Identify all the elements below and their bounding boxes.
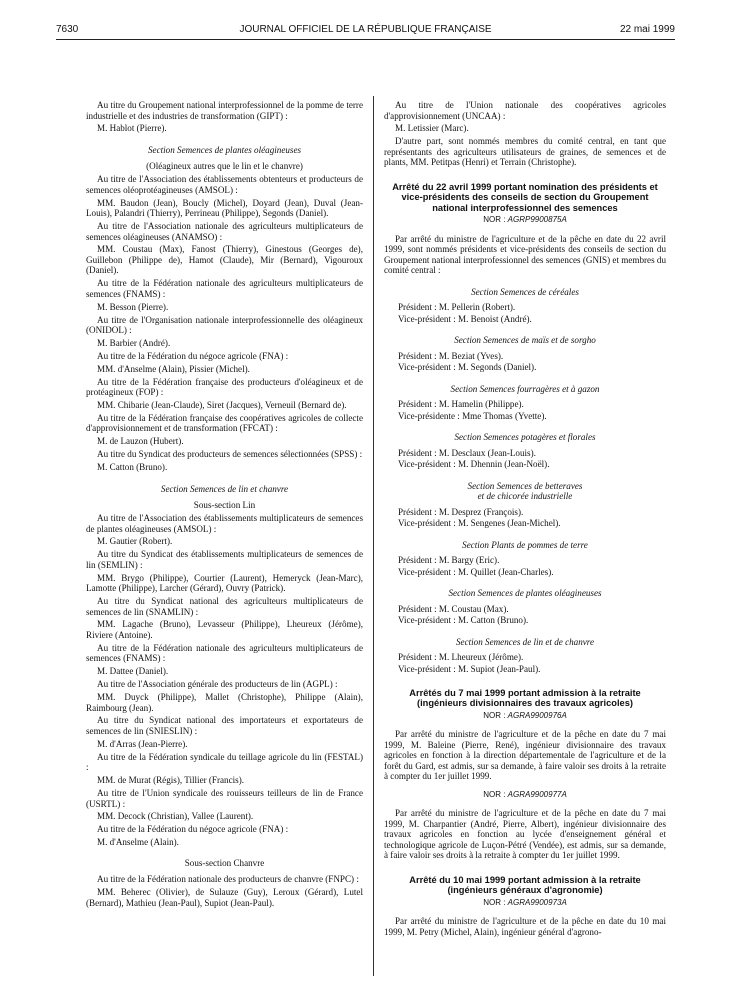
section-heading: Section Semences de lin et de chanvre	[455, 636, 595, 647]
section-heading-continued: et de chicorée industrielle	[477, 491, 573, 501]
paragraph: Au titre de l'Association des établissements obtenteurs et producteurs de semences oléoprotéagineuses (AMSOL) :	[86, 174, 363, 195]
nor-reference: NOR : AGRA9900973A	[483, 897, 567, 907]
paragraph: Au titre de l'Association des établissements multiplicateurs de semences de plantes oléagineuses (AMSOL) :	[86, 513, 363, 534]
paragraph: Au titre de la Fédération nationale des producteurs de chanvre (FNPC) :	[97, 874, 359, 885]
paragraph: Au titre de la Fédération du négoce agricole (FNA) :	[97, 824, 289, 835]
vice-president-line: Vice-président : M. Catton (Bruno).	[398, 615, 529, 625]
section-heading: Section Semences de céréales	[471, 286, 579, 297]
paragraph: MM. Chibarie (Jean-Claude), Siret (Jacques), Verneuil (Bernard de).	[97, 400, 347, 411]
section-heading: Section Semences de betteraves	[467, 480, 583, 491]
section-heading: Section Semences potagères et florales	[454, 432, 596, 442]
president-line: Président : M. Lheureux (Jérôme).	[398, 652, 524, 662]
section-heading: Section Semences de plantes oléagineuses	[147, 144, 302, 155]
column-divider	[373, 96, 374, 976]
paragraph: MM. Duyck (Philippe), Mallet (Christophe), Philippe (Alain), Raimbourg (Jean).	[86, 692, 363, 713]
paragraph: MM. Baudon (Jean), Boucly (Michel), Doyard (Jean), Duval (Jean-Louis), Palandri (Thierry), Perrineau (Philippe), Segonds (Daniel).	[86, 197, 363, 219]
paragraph: M. Letissier (Marc).	[395, 123, 469, 134]
paragraph: Au titre de l'Union syndicale des rouisseurs teilleurs de lin de France (USRTL) :	[86, 788, 363, 809]
issue-date: 22 mai 1999	[619, 24, 675, 35]
page-header	[56, 24, 675, 40]
vice-president-line: Vice-président : M. Quillet (Jean-Charles).	[398, 566, 554, 577]
right-column	[384, 100, 666, 940]
president-line: Président : M. Desprez (François).	[398, 506, 524, 517]
paragraph: Par arrêté du ministre de l'agriculture et de la pêche en date du 7 mai 1999, M. Charpantier (André, Pierre, Albert), ingénieur divisionnaire des travaux agricoles en fonction au lycée d'enseignement général et technologique agricole de Luçon-Pétré (Vendée), est admis, sur sa demande, à faire valoir ses droits à la retraite à compter du 1er juillet 1999.	[384, 808, 666, 861]
left-column	[86, 100, 363, 910]
paragraph: MM. Coustau (Max), Fanost (Thierry), Ginestous (Georges de), Guillebon (Philippe de), Hamot (Claude), Mir (Bernard), Vigouroux (Daniel).	[86, 244, 363, 276]
president-line: Président : M. Bargy (Eric).	[398, 555, 500, 565]
nor-reference: NOR : AGRA9900976A	[483, 710, 567, 720]
section-heading: Section Semences de maïs et de sorgho	[454, 335, 596, 345]
paragraph: M. d'Anselme (Alain).	[97, 837, 179, 848]
paragraph: Au titre de la Fédération syndicale du teillage agricole du lin (FESTAL) :	[86, 751, 363, 773]
president-line: Président : M. Hamelin (Philippe).	[398, 399, 524, 409]
paragraph: M. Gautier (Robert).	[97, 536, 173, 547]
paragraph: MM. Lagache (Bruno), Levasseur (Philippe), Lheureux (Jérôme), Riviere (Antoine).	[86, 619, 363, 640]
nor-reference: NOR : AGRP9900875A	[483, 215, 567, 224]
subsection-heading: Sous-section Lin	[193, 500, 256, 511]
paragraph: Au titre du Syndicat des producteurs de semences sélectionnées (SPSS) :	[97, 449, 363, 460]
paragraph: M. Barbier (André).	[97, 338, 171, 349]
paragraph: Au titre de l'Organisation nationale interprofessionnelle des oléagineux (ONIDOL) :	[86, 314, 363, 336]
paragraph: Au titre de la Fédération française des coopératives agricoles de collecte d'approvisionnement et de transformation (FFCAT) :	[86, 412, 363, 434]
paragraph: Au titre de la Fédération française des producteurs d'oléagineux et de protéagineux (FOP) :	[86, 376, 363, 398]
paragraph: D'autre part, sont nommés membres du comité central, en tant que représentants des agriculteurs utilisateurs de graines, de semences et de plants, MM. Petitpas (Henri) et Terrain (Christophe).	[384, 136, 666, 168]
vice-president-line: Vice-président : M. Sengenes (Jean-Michel).	[398, 518, 561, 528]
paragraph: MM. Brygo (Philippe), Courtier (Laurent), Hemeryck (Jean-Marc), Lamotte (Philippe), Larcher (Gérard), Ouvry (Patrick).	[86, 572, 363, 594]
paragraph: M. Dattee (Daniel).	[97, 666, 169, 677]
paragraph: Au titre de l'Association générale des producteurs de lin (AGPL) :	[97, 679, 338, 690]
paragraph: Au titre du Syndicat national des agriculteurs multiplicateurs de semences de lin (SNAMLIN) :	[86, 596, 363, 617]
vice-president-line: Vice-président : M. Supiot (Jean-Paul).	[398, 663, 541, 674]
paragraph: M. Besson (Pierre).	[97, 301, 169, 312]
section-heading: Section Semences de plantes oléagineuses	[448, 588, 602, 598]
vice-president-line: Vice-président : M. Dhennin (Jean-Noël).	[398, 459, 550, 469]
paragraph: MM. Beherec (Olivier), de Sulauze (Guy), Leroux (Gérard), Lutel (Bernard), Mathieu (Jean-Paul), Supiot (Jean-Paul).	[86, 887, 363, 908]
decree-title: Arrêté du 10 mai 1999 portant admission à la retraite (ingénieurs généraux d'agronomie)	[409, 874, 641, 896]
paragraph: Par arrêté du ministre de l'agriculture et de la pêche en date du 7 mai 1999, M. Baleine (Pierre, René), ingénieur divisionnaire des travaux agricoles en fonction à la direction départementale de l'agriculture et de la forêt du Gard, est admis, sur sa demande, à faire valoir ses droits à la retraite à compter du 1er juillet 1999.	[384, 729, 666, 782]
section-heading: Section Plants de pommes de terre	[462, 539, 588, 550]
page-number: 7630	[56, 24, 79, 35]
paragraph: MM. de Murat (Régis), Tillier (Francis).	[97, 775, 245, 786]
vice-president-line: Vice-présidente : Mme Thomas (Yvette).	[398, 410, 547, 421]
section-heading: Section Semences fourragères et à gazon	[450, 383, 600, 394]
vice-president-line: Vice-président : M. Benoist (André).	[398, 313, 532, 324]
paragraph: Par arrêté du ministre de l'agriculture et de la pêche en date du 22 avril 1999, sont nommés présidents et vice-présidents des conseils de section du Groupement national interprofessionnel des semences (GNIS) et membres du comité central :	[384, 233, 666, 275]
paragraph: Au titre de la Fédération du négoce agricole (FNA) :	[97, 350, 289, 361]
subsection-heading: Sous-section Chanvre	[184, 857, 265, 868]
paragraph: MM. d'Anselme (Alain), Pissier (Michel).	[97, 363, 250, 374]
paragraph: Par arrêté du ministre de l'agriculture et de la pêche en date du 10 mai 1999, M. Petry (Michel, Alain), ingénieur général d'agrono-	[384, 916, 666, 937]
paragraph: M. Catton (Bruno).	[97, 462, 168, 473]
president-line: Président : M. Pellerin (Robert).	[398, 302, 516, 312]
paragraph: Au titre de la Fédération nationale des agriculteurs multiplicateurs de semences (FNAMS) :	[86, 278, 363, 299]
journal-title: JOURNAL OFFICIEL DE LA RÉPUBLIQUE FRANÇAISE	[239, 24, 492, 35]
paragraph: Au titre du Syndicat des établissements multiplicateurs de semences de lin (SEMLIN) :	[86, 549, 363, 570]
paragraph: Au titre du Groupement national interprofessionnel de la pomme de terre industrielle et des industries de transformation (GIPT) :	[86, 100, 363, 121]
paragraph: Au titre de l'Union nationale des coopératives agricoles d'approvisionnement (UNCAA) :	[384, 100, 666, 121]
decree-title: Arrêtés du 7 mai 1999 portant admission à la retraite (ingénieurs divisionnaires des travaux agricoles)	[409, 688, 641, 709]
paragraph: Au titre de la Fédération nationale des agriculteurs multiplicateurs de semences (FNAMS) :	[86, 642, 363, 664]
section-subheading: (Oléagineux autres que le lin et le chanvre)	[146, 161, 303, 172]
section-heading: Section Semences de lin et chanvre	[160, 483, 289, 494]
paragraph: Au titre du Syndicat national des importateurs et exportateurs de semences de lin (SNIESLIN) :	[86, 715, 363, 736]
president-line: Président : M. Coustau (Max).	[398, 603, 509, 614]
paragraph: Au titre de l'Association nationale des agriculteurs multiplicateurs de semences oléagineuses (ANAMSO) :	[86, 221, 363, 242]
paragraph: MM. Decock (Christian), Vallee (Laurent).	[97, 811, 254, 822]
president-line: Président : M. Desclaux (Jean-Louis).	[398, 447, 536, 458]
header-rule	[56, 39, 675, 40]
paragraph: M. Hablot (Pierre).	[97, 123, 167, 134]
decree-title: Arrêté du 22 avril 1999 portant nomination des présidents et vice-présidents des conseils de section du Groupement national interprofessionnel des semences	[392, 181, 658, 213]
president-line: Président : M. Beziat (Yves).	[398, 350, 504, 361]
paragraph: M. d'Arras (Jean-Pierre).	[97, 738, 188, 749]
vice-president-line: Vice-président : M. Segonds (Daniel).	[398, 362, 537, 372]
paragraph: M. de Lauzon (Hubert).	[97, 436, 184, 447]
nor-reference: NOR : AGRA9900977A	[483, 789, 567, 799]
